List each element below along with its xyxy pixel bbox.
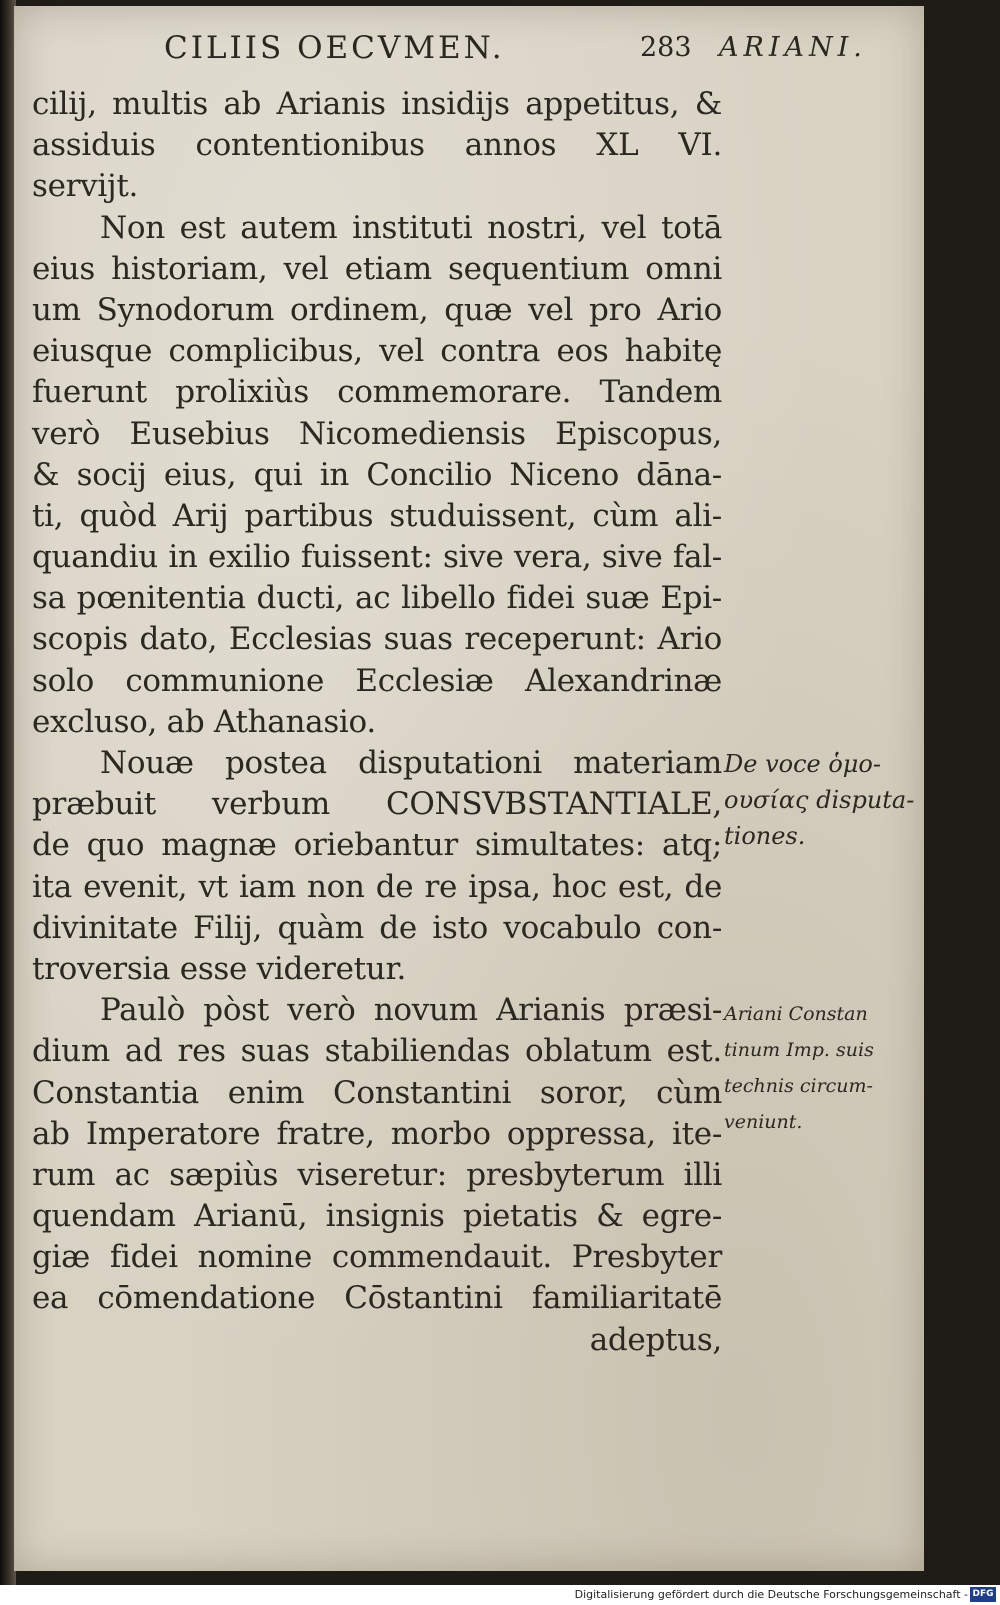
- margin-note-line: tinum Imp. suis: [724, 1039, 874, 1061]
- funding-credit: Digitalisierung gefördert durch die Deutsche Forschungsgemeinschaft -: [574, 1588, 968, 1601]
- text-line: assiduis contentionibus annos XL VI.: [32, 127, 722, 164]
- text-line: Constantia enim Constantini soror, cùm: [32, 1074, 722, 1111]
- book-page: [14, 6, 924, 1571]
- text-line: servijt.: [32, 168, 139, 205]
- text-line: dium ad res suas stabiliendas oblatum est.: [32, 1033, 722, 1070]
- text-line: solo communione Ecclesiæ Alexandrinæ: [32, 662, 722, 699]
- margin-note-line: De voce ὁμο-: [724, 750, 881, 778]
- text-line: Paulò pòst verò novum Arianis præsi-: [100, 992, 722, 1029]
- text-line: de quo magnæ oriebantur simultates: atq;: [32, 827, 722, 864]
- page-header: [14, 30, 924, 80]
- text-line: eius historiam, vel etiam sequentium omni: [32, 250, 722, 287]
- text-line: scopis dato, Ecclesias suas receperunt: Ario: [32, 621, 722, 658]
- catchword: adeptus,: [589, 1321, 722, 1358]
- section-tag: ARIANI.: [719, 32, 867, 63]
- text-line: excluso, ab Athanasio.: [32, 703, 376, 740]
- margin-note-line: ουσίας disputa-: [724, 786, 915, 814]
- text-line: fuerunt prolixiùs commemorare. Tandem: [32, 374, 722, 411]
- text-line: cilij, multis ab Arianis insidijs appetitus, &: [32, 86, 722, 122]
- margin-note-line: veniunt.: [724, 1111, 803, 1133]
- margin-note-line: tiones.: [724, 822, 806, 850]
- text-line: verò Eusebius Nicomediensis Episcopus,: [32, 415, 722, 452]
- margin-note-line: Ariani Constan: [724, 1003, 868, 1025]
- digitization-footer: [0, 1585, 1000, 1605]
- text-line: quandiu in exilio fuissent: sive vera, sive fal-: [32, 539, 722, 576]
- text-line: præbuit verbum CONSVBSTANTIALE,: [32, 786, 722, 823]
- text-line: Nouæ postea disputationi materiam: [100, 745, 722, 781]
- text-line: rum ac sæpiùs viseretur: presbyterum illi: [32, 1156, 722, 1193]
- text-line: ti, quòd Arij partibus studuissent, cùm ali-: [32, 497, 722, 534]
- text-line: giæ fidei nomine commendauit. Presbyter: [32, 1239, 722, 1276]
- text-line: um Synodorum ordinem, quæ vel pro Ario: [32, 291, 722, 328]
- text-line: ita evenit, vt iam non de re ipsa, hoc est, de: [32, 868, 722, 905]
- text-line: troversia esse videretur.: [32, 950, 407, 987]
- text-line: ab Imperatore fratre, morbo oppressa, ite-: [32, 1115, 722, 1152]
- text-line: & socij eius, qui in Concilio Niceno dāna-: [32, 456, 722, 493]
- dfg-logo: DFG: [970, 1587, 996, 1602]
- text-line: sa pœnitentia ducti, ac libello fidei suæ Epi-: [32, 580, 722, 617]
- text-line: quendam Arianū, insignis pietatis & egre-: [32, 1198, 722, 1235]
- text-line: ea cōmendatione Cōstantini familiaritatē: [32, 1280, 722, 1317]
- main-text-block: [32, 84, 722, 1361]
- page-number: 283: [640, 32, 692, 63]
- margin-note-line: technis circum-: [724, 1075, 873, 1097]
- margin-note: [724, 746, 924, 854]
- text-line: eiusque complicibus, vel contra eos habitę: [32, 333, 722, 370]
- running-head: CILIIS OECVMEN.: [164, 30, 505, 66]
- margin-note: [724, 996, 924, 1140]
- text-line: Non est autem instituti nostri, vel totā: [100, 209, 722, 246]
- text-line: divinitate Filij, quàm de isto vocabulo con-: [32, 909, 722, 946]
